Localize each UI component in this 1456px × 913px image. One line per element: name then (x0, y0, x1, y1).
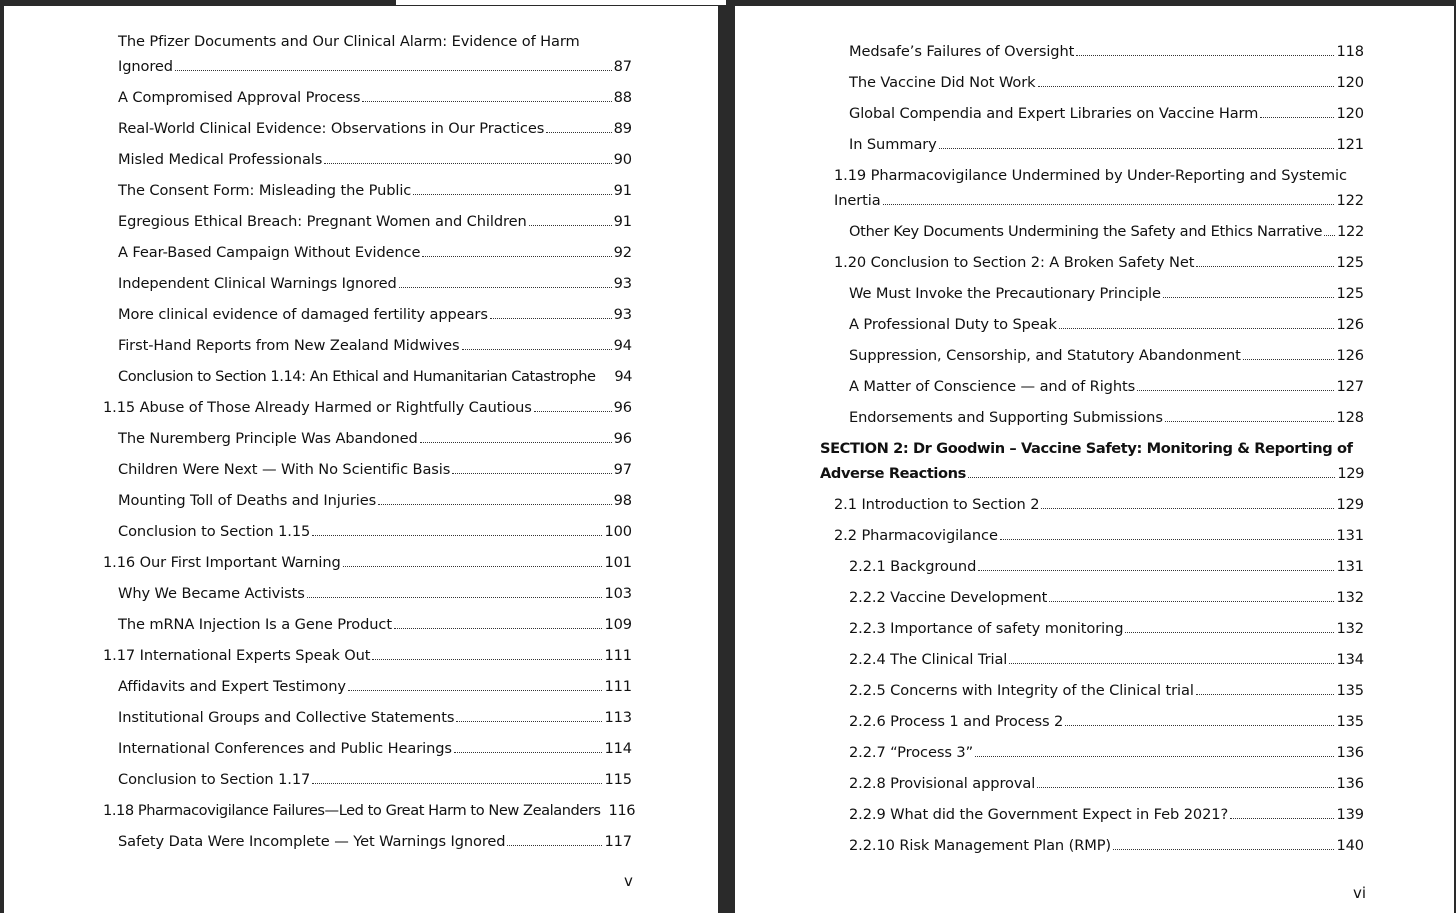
toc-page-number: 132 (1336, 620, 1364, 637)
toc-page-number: 135 (1336, 682, 1364, 699)
toc-entry[interactable] (118, 209, 632, 234)
toc-entry[interactable] (849, 281, 1364, 306)
toc-entry[interactable] (118, 829, 632, 854)
toc-entry-title: 2.2.7 “Process 3” (849, 744, 974, 761)
dot-leader (546, 132, 611, 133)
toc-entry-title: International Conferences and Public Hearings (118, 740, 452, 757)
dot-leader (968, 477, 1335, 478)
toc-entry[interactable] (118, 736, 632, 761)
toc-page-number: 125 (1336, 254, 1364, 271)
dot-leader (1230, 818, 1334, 819)
dot-leader (1038, 86, 1335, 87)
toc-page-number: 131 (1336, 558, 1364, 575)
toc-entry[interactable] (849, 39, 1364, 64)
toc-entry[interactable] (849, 374, 1364, 399)
dot-leader (534, 411, 612, 412)
toc-entry[interactable] (118, 364, 632, 389)
toc-page-number: 129 (1336, 496, 1364, 513)
toc-entry[interactable] (103, 395, 632, 420)
dot-leader (1260, 117, 1334, 118)
toc-entry[interactable] (834, 163, 1364, 213)
page-footer-number: v (624, 872, 633, 890)
dot-leader (1243, 359, 1335, 360)
toc-entry-title: The Nuremberg Principle Was Abandoned (118, 430, 418, 447)
toc-entry[interactable] (118, 147, 632, 172)
toc-page-number: 129 (1337, 465, 1364, 482)
dot-leader (394, 628, 602, 629)
toc-entry-title: Real-World Clinical Evidence: Observations in Our Practices (118, 120, 545, 137)
toc-entry-title: A Matter of Conscience — and of Rights (849, 378, 1136, 395)
toc-entry-title: Conclusion to Section 1.14: An Ethical and Humanitarian Catastrophe (118, 368, 596, 385)
dot-leader (939, 148, 1335, 149)
toc-page-number: 114 (604, 740, 632, 757)
dot-leader (312, 783, 602, 784)
toc-entry[interactable] (103, 550, 632, 575)
toc-entry[interactable] (103, 643, 632, 668)
toc-entry-title-cont: Ignored (118, 58, 173, 75)
toc-entry-title: 2.2.5 Concerns with Integrity of the Clinical trial (849, 682, 1194, 699)
toc-page-number: 132 (1336, 589, 1364, 606)
toc-page-number: 87 (613, 58, 632, 75)
toc-entry[interactable] (118, 85, 632, 110)
toc-page-number: 96 (613, 399, 632, 416)
toc-page-number: 111 (604, 678, 632, 695)
toc-page-number: 120 (1336, 74, 1364, 91)
toc-page-number: 113 (604, 709, 632, 726)
toc-entry[interactable] (849, 833, 1364, 858)
toc-entry[interactable] (118, 612, 632, 637)
toc-page-number: 139 (1336, 806, 1364, 823)
dot-leader (312, 535, 602, 536)
dot-leader (1000, 539, 1335, 540)
toc-entry-title: 1.17 International Experts Speak Out (103, 647, 371, 664)
toc-entry-title: Safety Data Were Incomplete — Yet Warnings Ignored (118, 833, 506, 850)
toc-page-number: 101 (604, 554, 632, 571)
toc-entry-title: In Summary (849, 136, 937, 153)
dot-leader (307, 597, 603, 598)
toc-page-number: 88 (613, 89, 632, 106)
toc-entry-title: 2.2.10 Risk Management Plan (RMP) (849, 837, 1112, 854)
toc-entry[interactable] (118, 457, 632, 482)
toc-entry-title: 1.18 Pharmacovigilance Failures—Led to Great Harm to New Zealanders (103, 802, 601, 819)
toc-page-number: 97 (613, 461, 632, 478)
toc-entry-title: 2.2 Pharmacovigilance (834, 527, 998, 544)
toc-page-vi[interactable] (735, 6, 1454, 913)
toc-entry-title-cont: Inertia (834, 192, 881, 209)
toc-entry[interactable] (118, 426, 632, 451)
toc-entry[interactable] (118, 674, 632, 699)
toc-entry[interactable] (849, 647, 1364, 672)
dot-leader (1165, 421, 1335, 422)
toc-page-v[interactable] (4, 6, 718, 913)
dot-leader (175, 70, 612, 71)
toc-page-number: 135 (1336, 713, 1364, 730)
dot-leader (1009, 663, 1334, 664)
dot-leader (372, 659, 602, 660)
toc-entry-title: 2.2.6 Process 1 and Process 2 (849, 713, 1064, 730)
toc-entry[interactable] (849, 132, 1364, 157)
toc-entry[interactable] (118, 271, 632, 296)
toc-page-number: 126 (1336, 347, 1364, 364)
toc-entry[interactable] (118, 178, 632, 203)
dot-leader (362, 101, 611, 102)
dot-leader (1113, 849, 1334, 850)
toc-page-number: 94 (613, 337, 632, 354)
toc-entry-title: 1.19 Pharmacovigilance Undermined by Under-Reporting and Systemic (834, 167, 1347, 184)
toc-entry[interactable] (118, 488, 632, 513)
dot-leader (348, 690, 603, 691)
toc-entry[interactable] (849, 678, 1364, 703)
toc-page-number: 89 (613, 120, 632, 137)
toc-entry-title: A Fear-Based Campaign Without Evidence (118, 244, 421, 261)
dot-leader (399, 287, 612, 288)
toc-entry-title: Misled Medical Professionals (118, 151, 323, 168)
toc-page-number: 121 (1336, 136, 1364, 153)
toc-entry[interactable] (118, 767, 632, 792)
toc-page-number: 140 (1336, 837, 1364, 854)
toc-page-number: 117 (604, 833, 632, 850)
toc-entry-title: Endorsements and Supporting Submissions (849, 409, 1163, 426)
toc-page-number: 116 (608, 802, 636, 819)
dot-leader (507, 845, 602, 846)
toc-page-number: 126 (1336, 316, 1364, 333)
toc-page-number: 120 (1336, 105, 1364, 122)
toc-entry-title: Egregious Ethical Breach: Pregnant Women and Children (118, 213, 527, 230)
dot-leader (1196, 266, 1334, 267)
toc-entry-title: Independent Clinical Warnings Ignored (118, 275, 397, 292)
toc-entry[interactable] (849, 343, 1364, 368)
toc-page-number: 131 (1336, 527, 1364, 544)
dot-leader (378, 504, 612, 505)
toc-page-number: 127 (1336, 378, 1364, 395)
toc-entry-title: The Consent Form: Misleading the Public (118, 182, 412, 199)
toc-page-number: 118 (1336, 43, 1364, 60)
toc-entry[interactable] (118, 705, 632, 730)
toc-page-number: 91 (613, 182, 632, 199)
dot-leader (1125, 632, 1334, 633)
dot-leader (975, 756, 1334, 757)
toc-entry[interactable] (849, 709, 1364, 734)
dot-leader (1163, 297, 1335, 298)
dot-leader (1324, 235, 1335, 236)
toc-entry-title: 1.15 Abuse of Those Already Harmed or Rightfully Cautious (103, 399, 532, 416)
dot-leader (343, 566, 603, 567)
toc-entry[interactable] (849, 554, 1364, 579)
dot-leader (1196, 694, 1335, 695)
toc-page-number: 100 (604, 523, 632, 540)
toc-page-number: 98 (613, 492, 632, 509)
toc-entry-title: Conclusion to Section 1.17 (118, 771, 311, 788)
toc-entry[interactable] (849, 219, 1364, 244)
toc-page-number: 93 (613, 306, 632, 323)
toc-entry-title: 1.16 Our First Important Warning (103, 554, 341, 571)
toc-page-number: 94 (614, 368, 632, 385)
toc-entry[interactable] (849, 802, 1364, 827)
toc-entry[interactable] (118, 519, 632, 544)
toc-entry-title: A Professional Duty to Speak (849, 316, 1057, 333)
dot-leader (1137, 390, 1334, 391)
toc-page-number: 96 (613, 430, 632, 447)
toc-entry-title: Other Key Documents Undermining the Safety and Ethics Narrative (849, 223, 1323, 240)
toc-page-number: 122 (1336, 192, 1364, 209)
toc-page-number: 115 (604, 771, 632, 788)
toc-entry-title: More clinical evidence of damaged fertility appears (118, 306, 488, 323)
toc-section-heading[interactable] (820, 436, 1364, 486)
toc-entry-title: The Pfizer Documents and Our Clinical Alarm: Evidence of Harm (118, 33, 580, 50)
toc-entry[interactable] (849, 101, 1364, 126)
toc-entry-title: Mounting Toll of Deaths and Injuries (118, 492, 377, 509)
toc-entry-title: Conclusion to Section 1.15 (118, 523, 311, 540)
toc-page-number: 111 (604, 647, 632, 664)
dot-leader (1076, 55, 1334, 56)
toc-entry-title: 1.20 Conclusion to Section 2: A Broken Safety Net (834, 254, 1195, 271)
toc-entry-title: Why We Became Activists (118, 585, 305, 602)
toc-entry[interactable] (118, 333, 632, 358)
toc-entry[interactable] (849, 740, 1364, 765)
toc-entry[interactable] (834, 492, 1364, 517)
toc-entry-title: Suppression, Censorship, and Statutory Abandonment (849, 347, 1241, 364)
toc-entry-title: We Must Invoke the Precautionary Principle (849, 285, 1161, 302)
toc-entry[interactable] (849, 70, 1364, 95)
toc-entry[interactable] (849, 405, 1364, 430)
dot-leader (1065, 725, 1334, 726)
dot-leader (420, 442, 612, 443)
toc-entry[interactable] (118, 240, 632, 265)
toc-entry-title: 2.2.4 The Clinical Trial (849, 651, 1008, 668)
toc-entry-title: The Vaccine Did Not Work (849, 74, 1036, 91)
toc-entry-title: 2.2.2 Vaccine Development (849, 589, 1048, 606)
toc-entry[interactable] (834, 250, 1364, 275)
dot-leader (529, 225, 612, 226)
toc-page-number: 125 (1336, 285, 1364, 302)
toc-entry[interactable] (849, 616, 1364, 641)
viewer-tab-indicator (396, 0, 726, 5)
toc-entry-title: The mRNA Injection Is a Gene Product (118, 616, 392, 633)
dot-leader (454, 752, 603, 753)
dot-leader (1037, 787, 1334, 788)
toc-entry[interactable] (103, 798, 636, 823)
dot-leader (456, 721, 602, 722)
dot-leader (413, 194, 611, 195)
toc-entry[interactable] (849, 312, 1364, 337)
toc-entry[interactable] (118, 581, 632, 606)
toc-page-number: 92 (613, 244, 632, 261)
dot-leader (1041, 508, 1334, 509)
page-footer-number: vi (1353, 884, 1367, 902)
dot-leader (452, 473, 611, 474)
toc-entry[interactable] (834, 523, 1364, 548)
dot-leader (978, 570, 1334, 571)
toc-entry-title: Global Compendia and Expert Libraries on Vaccine Harm (849, 105, 1259, 122)
toc-entry-title: 2.2.3 Importance of safety monitoring (849, 620, 1124, 637)
toc-page-number: 109 (604, 616, 632, 633)
toc-page-number: 90 (613, 151, 632, 168)
toc-entry-title: SECTION 2: Dr Goodwin – Vaccine Safety: Monitoring & Reporting of (820, 440, 1353, 457)
toc-page-number: 134 (1336, 651, 1364, 668)
toc-entry-title: Institutional Groups and Collective Statements (118, 709, 455, 726)
toc-entry-title: 2.2.9 What did the Government Expect in Feb 2021? (849, 806, 1229, 823)
toc-entry-title: 2.1 Introduction to Section 2 (834, 496, 1040, 513)
toc-entry-title: Medsafe’s Failures of Oversight (849, 43, 1075, 60)
dot-leader (1059, 328, 1335, 329)
dot-leader (490, 318, 612, 319)
toc-entry[interactable] (849, 771, 1364, 796)
dot-leader (462, 349, 612, 350)
toc-entry[interactable] (118, 29, 632, 79)
toc-page-number: 122 (1337, 223, 1364, 240)
dot-leader (422, 256, 611, 257)
toc-page-number: 136 (1336, 775, 1364, 792)
toc-page-number: 128 (1336, 409, 1364, 426)
toc-entry-title: 2.2.8 Provisional approval (849, 775, 1036, 792)
toc-entry-title: First-Hand Reports from New Zealand Midwives (118, 337, 460, 354)
toc-entry[interactable] (849, 585, 1364, 610)
dot-leader (1049, 601, 1334, 602)
toc-entry-title: Affidavits and Expert Testimony (118, 678, 346, 695)
toc-page-number: 93 (613, 275, 632, 292)
toc-entry-title: Children Were Next — With No Scientific Basis (118, 461, 451, 478)
toc-entry[interactable] (118, 302, 632, 327)
toc-page-number: 91 (613, 213, 632, 230)
toc-entry-title-cont: Adverse Reactions (820, 465, 966, 482)
toc-entry[interactable] (118, 116, 632, 141)
dot-leader (883, 204, 1335, 205)
toc-page-number: 103 (604, 585, 632, 602)
dot-leader (324, 163, 611, 164)
toc-entry-title: 2.2.1 Background (849, 558, 977, 575)
toc-entry-title: A Compromised Approval Process (118, 89, 361, 106)
toc-page-number: 136 (1336, 744, 1364, 761)
